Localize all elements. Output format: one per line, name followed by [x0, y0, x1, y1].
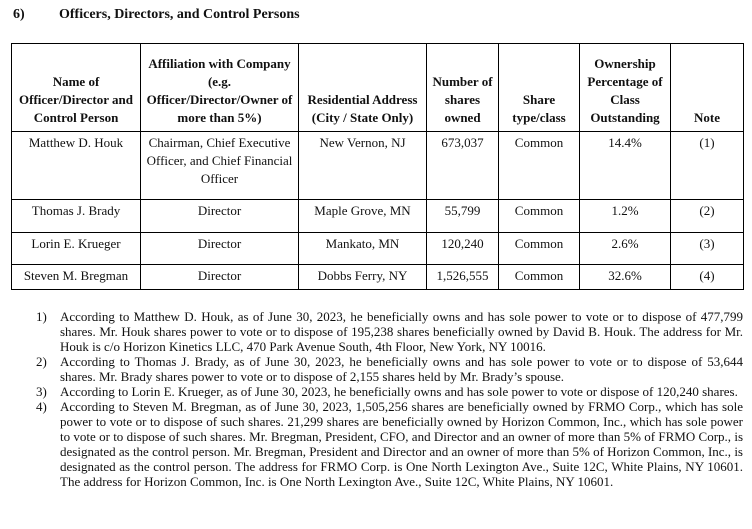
cell-shares: 55,799 — [427, 200, 499, 233]
header-note: Note — [671, 44, 744, 132]
cell-shares: 120,240 — [427, 233, 499, 265]
table-row — [12, 233, 744, 265]
footnote — [0, 309, 752, 354]
cell-affiliation: Director — [141, 233, 299, 265]
cell-note: (4) — [671, 265, 744, 290]
footnote — [0, 399, 752, 489]
table-row — [12, 265, 744, 290]
footnotes-list — [0, 309, 752, 489]
officers-table — [11, 43, 744, 290]
cell-share-type: Common — [499, 265, 580, 290]
cell-note: (2) — [671, 200, 744, 233]
footnote-number: 1) — [36, 309, 47, 324]
cell-ownership-pct: 1.2% — [580, 200, 671, 233]
section-number: 6) — [13, 7, 25, 22]
table-row — [12, 200, 744, 233]
footnote-text: According to Lorin E. Krueger, as of June 30, 2023, he beneficially owns and has sole power to vote or dispose of 120,240 shares. — [60, 384, 738, 399]
table-row — [12, 132, 744, 200]
cell-share-type: Common — [499, 132, 580, 200]
cell-shares: 1,526,555 — [427, 265, 499, 290]
footnote-number: 3) — [36, 384, 47, 399]
cell-name: Thomas J. Brady — [12, 200, 141, 233]
cell-ownership-pct: 2.6% — [580, 233, 671, 265]
cell-ownership-pct: 14.4% — [580, 132, 671, 200]
header-share-type: Share type/class — [499, 44, 580, 132]
cell-address: Mankato, MN — [299, 233, 427, 265]
cell-ownership-pct: 32.6% — [580, 265, 671, 290]
cell-shares: 673,037 — [427, 132, 499, 200]
footnote-number: 2) — [36, 354, 47, 369]
header-address: Residential Address (City / State Only) — [299, 44, 427, 132]
footnote-number: 4) — [36, 399, 47, 414]
table-header-row — [12, 44, 744, 132]
header-affiliation: Affiliation with Company (e.g. Officer/Director/Owner of more than 5%) — [141, 44, 299, 132]
cell-affiliation: Chairman, Chief Executive Officer, and Chief Financial Officer — [141, 132, 299, 200]
cell-note: (3) — [671, 233, 744, 265]
cell-address: Maple Grove, MN — [299, 200, 427, 233]
section-title: Officers, Directors, and Control Persons — [59, 7, 300, 22]
cell-note: (1) — [671, 132, 744, 200]
footnote-text: According to Matthew D. Houk, as of June 30, 2023, he beneficially owns and has sole power to vote or to dispose of 477,799 shares. Mr. Houk shares power to vote or to dispose of 195,238 shares beneficially owned by David B. Houk. The address for Mr. Houk is c/o Horizon Kinetics LLC, 470 Park Avenue South, 4th Floor, New York, NY 10016. — [60, 309, 743, 354]
header-ownership-pct: Ownership Percentage of Class Outstanding — [580, 44, 671, 132]
cell-name: Matthew D. Houk — [12, 132, 141, 200]
cell-affiliation: Director — [141, 265, 299, 290]
footnote-text: According to Steven M. Bregman, as of June 30, 2023, 1,505,256 shares are beneficially owned by FRMO Corp., which has sole power to vote or to dispose of such shares. 21,299 shares are beneficially owned by Horizon Common, Inc., which has sole power to vote or to dispose of such shares. Mr. Bregman, President, CFO, and Director and an owner of more than 5% of FRMO Corp., is designated as the control person. Mr. Bregman, President and Director and an owner of more than 5% of Horizon Common, Inc., is designated as the control person. The address for FRMO Corp. is One North Lexington Ave., Suite 12C, White Plains, NY 10601. The address for Horizon Common, Inc. is One North Lexington Ave., Suite 12C, White Plains, NY 10601. — [60, 399, 743, 489]
cell-share-type: Common — [499, 233, 580, 265]
cell-address: New Vernon, NJ — [299, 132, 427, 200]
cell-name: Steven M. Bregman — [12, 265, 141, 290]
cell-name: Lorin E. Krueger — [12, 233, 141, 265]
cell-address: Dobbs Ferry, NY — [299, 265, 427, 290]
cell-share-type: Common — [499, 200, 580, 233]
footnote-text: According to Thomas J. Brady, as of June 30, 2023, he beneficially owns and has sole power to vote or to dispose of 53,644 shares. Mr. Brady shares power to vote or to dispose of 2,155 shares held by Mr. Brady’s spouse. — [60, 354, 743, 384]
footnote — [0, 354, 752, 384]
cell-affiliation: Director — [141, 200, 299, 233]
header-shares: Number of shares owned — [427, 44, 499, 132]
header-name: Name of Officer/Director and Control Person — [12, 44, 141, 132]
footnote — [0, 384, 752, 399]
